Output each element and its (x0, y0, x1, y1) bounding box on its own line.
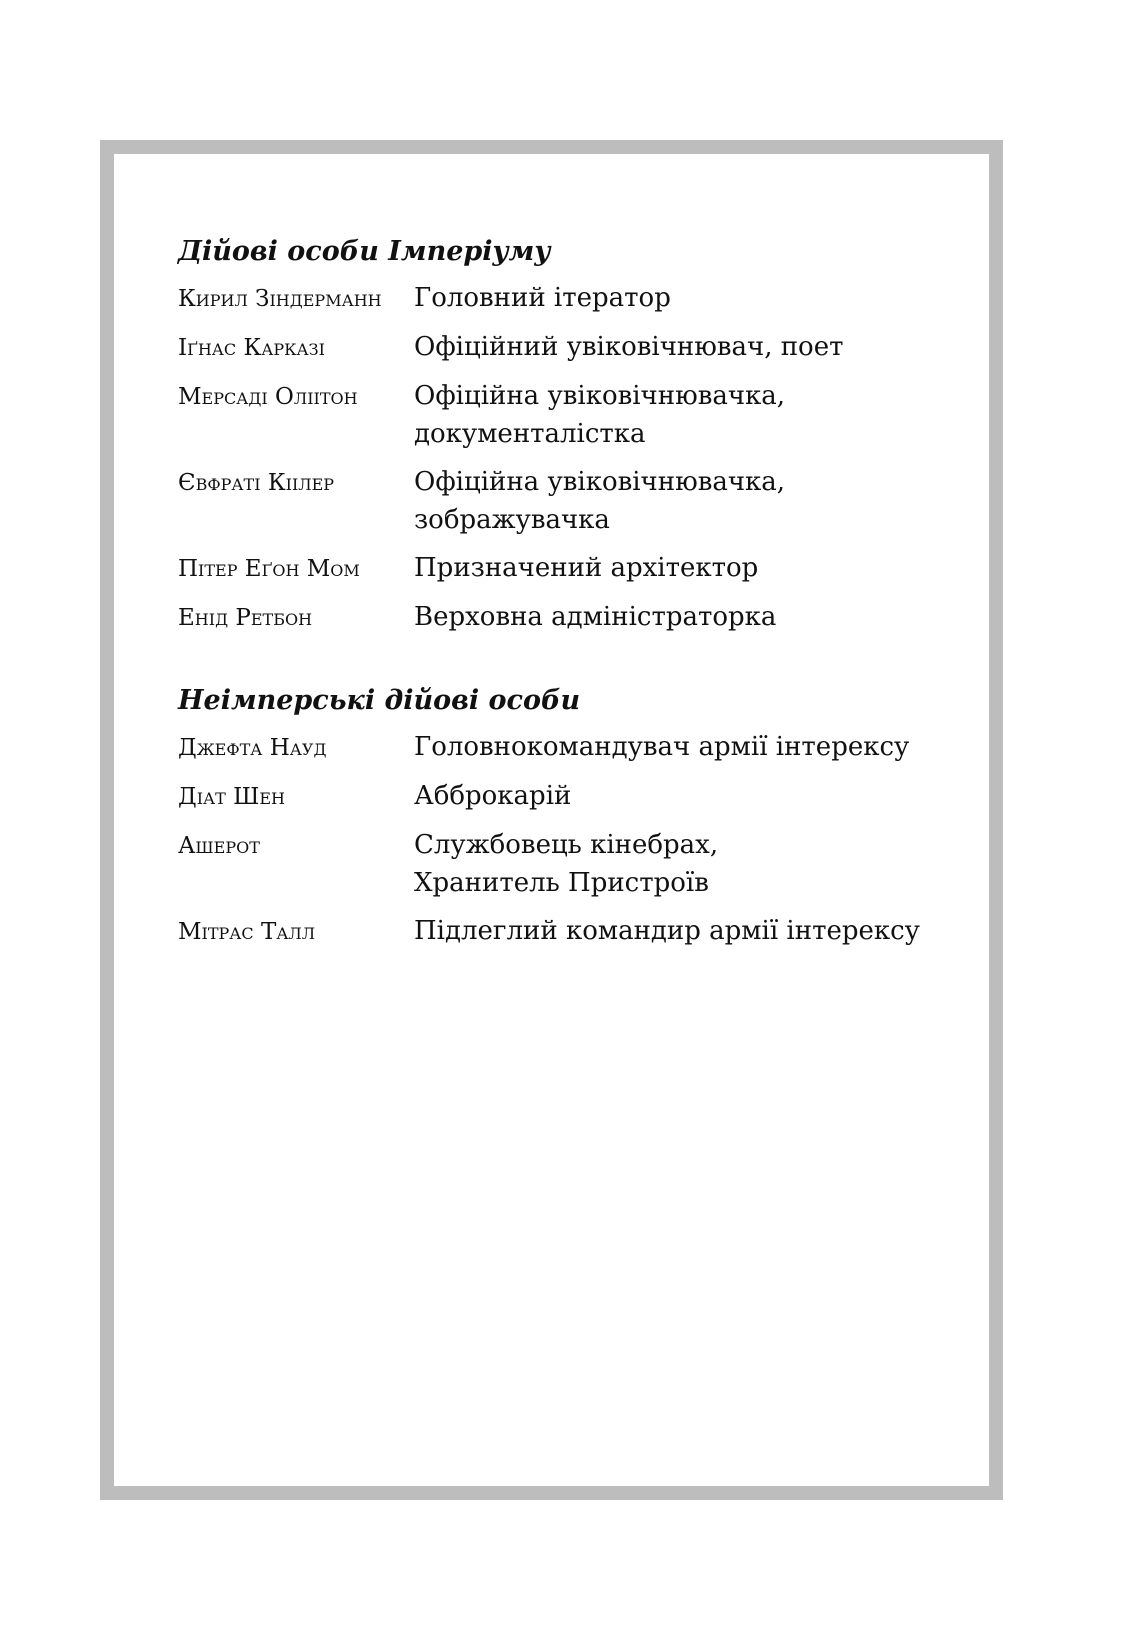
role-line: Верховна адміністраторка (414, 602, 777, 632)
character-name: Євфраті Кіілер (178, 470, 335, 496)
role-line: Офіційна увіковічнювачка, (414, 381, 786, 411)
character-name: Енід Ретбон (178, 605, 313, 631)
list-item (178, 826, 958, 902)
list-item (178, 463, 958, 539)
list-item (178, 728, 958, 767)
list-item (178, 377, 958, 453)
list-item (178, 279, 958, 318)
character-role (414, 549, 958, 587)
role-line: Службовець кінебрах, (414, 830, 719, 860)
list-item (178, 328, 958, 367)
section-title-non-imperial: Неімперські дійові особи (178, 685, 581, 716)
role-line: зображувачка (414, 505, 610, 535)
character-role (414, 777, 958, 815)
character-role (414, 279, 958, 317)
character-name: Ашерот (178, 833, 260, 859)
list-item (178, 912, 958, 951)
character-role (414, 598, 958, 636)
list-item (178, 598, 958, 637)
character-name: Пітер Еґон Мом (178, 556, 360, 582)
character-name: Мітрас Талл (178, 919, 316, 945)
character-role (414, 728, 958, 766)
character-role (414, 912, 958, 950)
character-role (414, 463, 958, 539)
character-name: Кирил Зіндерманн (178, 286, 382, 312)
role-line: документалістка (414, 419, 646, 449)
non-imperial-character-list (178, 728, 958, 961)
character-name: Мерсаді Оліітон (178, 384, 358, 410)
imperium-character-list (178, 279, 958, 647)
character-name: Джефта Науд (178, 735, 327, 761)
role-line: Хранитель Пристроїв (414, 868, 709, 898)
character-name: Діат Шен (178, 784, 285, 810)
character-role (414, 377, 958, 453)
list-item (178, 777, 958, 816)
character-role (414, 328, 958, 366)
role-line: Офіційна увіковічнювачка, (414, 467, 786, 497)
section-title-imperium: Дійові особи Імперіуму (178, 236, 551, 267)
role-line: Офіційний увіковічнювач, поет (414, 332, 844, 362)
role-line: Абброкарій (414, 781, 572, 811)
role-line: Підлеглий командир армії інтерексу (414, 916, 920, 946)
character-name: Іґнас Карказі (178, 335, 325, 361)
character-role (414, 826, 958, 902)
list-item (178, 549, 958, 588)
role-line: Головний ітератор (414, 283, 671, 313)
role-line: Головнокомандувач армії інтерексу (414, 732, 910, 762)
role-line: Призначений архітектор (414, 553, 759, 583)
